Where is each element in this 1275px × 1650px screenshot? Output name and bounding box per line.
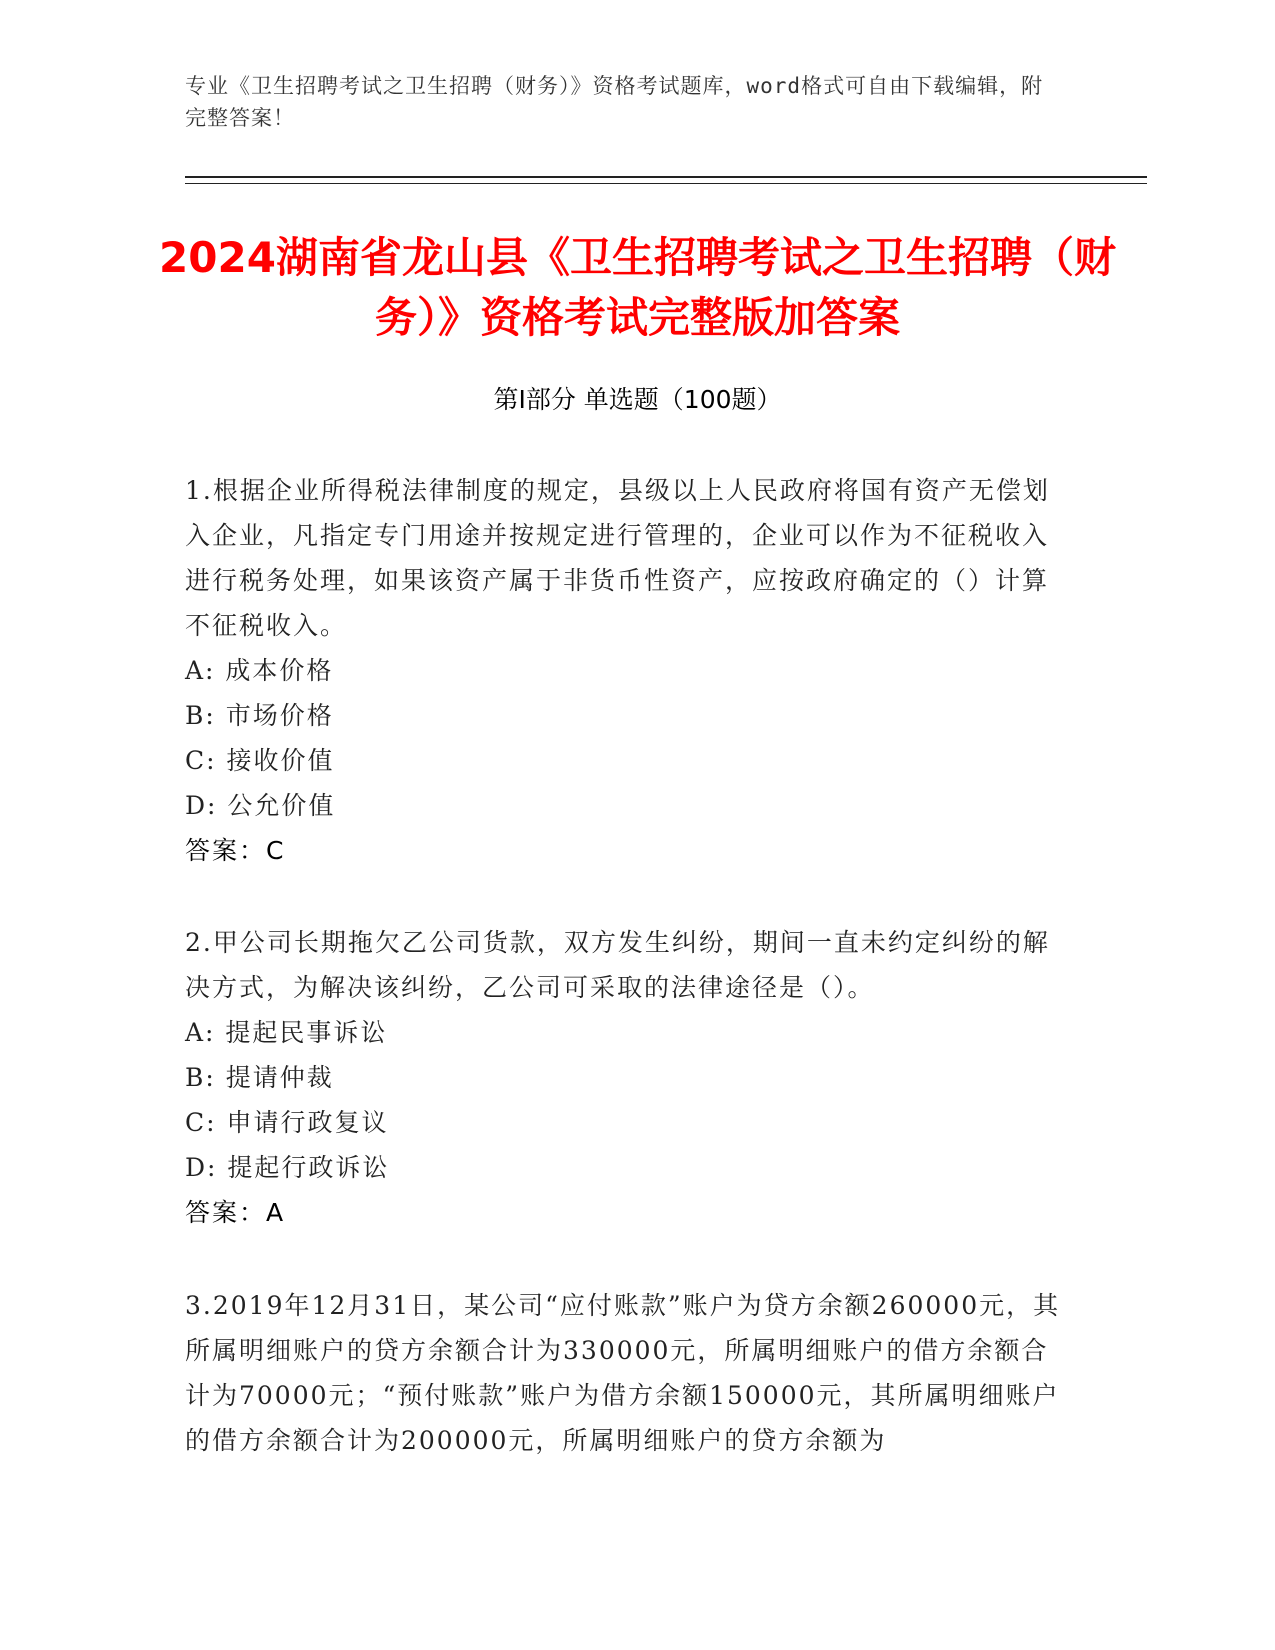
header-rule-thick bbox=[185, 176, 1147, 178]
option-d: D: 提起行政诉讼 bbox=[185, 1153, 390, 1182]
option-a: A: 成本价格 bbox=[185, 656, 334, 685]
option-d: D: 公允价值 bbox=[185, 791, 336, 820]
question-stem: 2.甲公司长期拖欠乙公司货款，双方发生纠纷，期间一直未约定纠纷的解决方式，为解决该纠纷，乙公司可采取的法律途径是（）。 bbox=[185, 928, 1050, 1002]
answer: 答案：C bbox=[185, 836, 286, 865]
header-rule-thin bbox=[185, 183, 1147, 184]
document-title: 2024湖南省龙山县《卫生招聘考试之卫生招聘（财务）》资格考试完整版加答案 bbox=[159, 233, 1116, 342]
option-c: C: 接收价值 bbox=[185, 746, 335, 775]
option-b: B: 市场价格 bbox=[185, 701, 334, 730]
question-3 bbox=[185, 1283, 1075, 1463]
question-1 bbox=[185, 468, 1075, 873]
option-b: B: 提请仲裁 bbox=[185, 1063, 334, 1092]
question-stem: 3.2019年12月31日，某公司“应付账款”账户为贷方余额260000元，其所属明细账户的贷方余额合计为330000元，所属明细账户的借方余额合计为70000元；“预付账款”账户为借方余额150000元，其所属明细账户的借方余额合计为200000元，所属明细账户的贷方余额为 bbox=[185, 1291, 1061, 1455]
section-title: 第Ⅰ部分 单选题（100题） bbox=[493, 385, 782, 414]
option-c: C: 申请行政复议 bbox=[185, 1108, 389, 1137]
header-note: 专业《卫生招聘考试之卫生招聘（财务）》资格考试题库，word格式可自由下载编辑，附完整答案！ bbox=[185, 74, 1044, 130]
option-a: A: 提起民事诉讼 bbox=[185, 1018, 388, 1047]
answer: 答案：A bbox=[185, 1198, 286, 1227]
question-stem: 1.根据企业所得税法律制度的规定，县级以上人民政府将国有资产无偿划入企业，凡指定专门用途并按规定进行管理的，企业可以作为不征税收入进行税务处理，如果该资产属于非货币性资产，应按政府确定的（）计算不征税收入。 bbox=[185, 476, 1050, 640]
question-2 bbox=[185, 920, 1075, 1235]
